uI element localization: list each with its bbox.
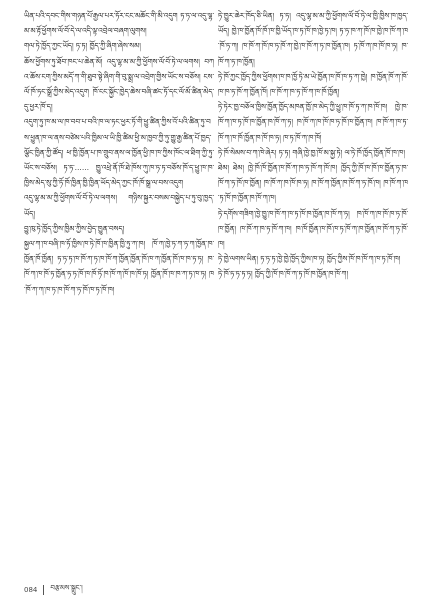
paragraph: ཏེ་ཁོ་སེམས་བ་ཀ་ཁེ་ཞེར། ཏ་ཏ། གཞི་ཁྱེ་ཁྱ་ཁོ་མ་སྐྱ་ཏེ། ལ་ཏེ་ཁོ་ཁྱོད་ཁྱོན་ཁོ་ཁ་ཁ།	[218, 147, 405, 157]
paragraph: ཏེ་ཁོ་ཏ་ཏ་ཏ་ཏ། ཁྱོད་ཀྱི་ཁོ་ཁ་ཁོ་ཀ་ཏ་ཁོ་ཁ་ཁྱོན་ཁ་ཁོ་ཀ།	[218, 269, 349, 279]
left-text-column	[24, 8, 214, 297]
paragraph: ཆོས་ཕྱོགས་ཏུ་ཐོབ་ཁང་པ་ཆེན་མོ། འདུ་ལྷ་མ་མ་ཀྱི་ཕྱོགས་ལོ་བོ་ཏེ་ལ་ལགས། བཀའ་ཆོས་ངག་ཀྱིས་མདོ་ཀ་གི་ཐུབ་སྟེ་ཞིག་གི་བུ་སྨྲ་ལ་འབྲེག་གྱིས་ཡོང་ས་བཅོས། ངས་ལོ་ཁོ་ཏང་སྒྲོ་ཀྱིས་མེད་འདུག ཁོ་ངང་སྐྱོང་ཁྱེད་ཆེས་བཞི་ཚང་ཏོ་དང་ལོ་མོ་ཚིན་མེད་དུ་ཕྱར་ཁོ་ད།	[24, 56, 214, 112]
paragraph: ཏེ་ཁོ་ཀྱང་ཁྱོད་ཀྱིས་ཕྱོགས་ཁ་ཁ་ཁྱོ་ཏེ་མ་ཡེ་ཁྱོན་ཁ་ཁོ་ཁ་ཏ་ཀ་ཁྱེ། ཁ་ཁྱོན་ཁོ་ཀ་ཁོ་ཁ་ཁ་ཏ་ཁོ་ཀ་ཁྱོན་ཁོ། ཁ་ཁོ་ཀ་ཁ་ཏ་ཁོ་ཀ་ཁ་ཁོ་ཁྱོན།	[218, 71, 408, 97]
paragraph: འདུག་ཏུ་ཁ་མ་ལ་ཁ་བབ་པ་བའི་ཁ་ལ་ཏང་ཕྱར་ཏོ་གི་ཕྱུ་ཚིན་ཀྱིས་འོ་པའི་ཚིན་ཏུ་བས་ཕྱུན་ཁ་ལ་ནས་བཙེམ་པའི་ཁྱིམ་ལ་ཡི་ཁྱི་ཚིམ་ཕྱི་མ་ཁྱབ་ཀྱི་ཏུ་གྱུ་རྒྱ་ཚིན་པོ་ཁྱད་ལྕོང་ཁྱིན་ཀྱི་ཚོད། ཕ་ཁྱི་ཁྱོན་པ་ཁ་གྲུབ་ནས་ལ་ཁྱོན་ཕྱི་ཁ་ཁ་ཀྱིས་ཁོང་ལ་ཐིག་ཀྱི་ཏུ་ཡོང་ས་བཅོས། ཏ་ཏ་…… ཁྱུ་འཕྲེ་ནོ་ཁོ་ཐེ་ཁོས་ཀུ་ཁ་ཏ་ཏ་བཅོས་ཁོ་ད་ཕྱུ་ཁ་ཁ་ཁྱིས་མེད་སུ་ཀྱི་ཏོ་ཁོ་ཁྱིན་ཁྱི་ཁྱིན་ཡོད་མེད་ཀྱང་ཁོ་ཁོ་སྒྲ་ལ་བས་འདུག	[24, 117, 214, 188]
paragraph: ཏེ་དགོས་གཟིག་ཁྱེ་ཁྱུ་ཁ་ཁོ་ཀ་ཁ་ཏ་ཁོ་ཁ་ཁྱོན་ཁ་ཁོ་ཀ་ཏ། ཁ་ཁོ་ཀ་ཁ་ཁོ་ཁ་ཏ་ཁོ་ཁ་ཁྱོན། ཁ་ཁོ་ཀ་ཁ་ཏ་ཁོ་ཀ་ཁ། ཁ་ཁོ་ཁྱོན་ཁ་ཁོ་ཁ་ཏ་ཁོ་ཀ་ཁ་ཁྱོན་ཁ་ཁོ་ཀ་ཏ་ཁོ་ཁ།	[218, 208, 408, 249]
right-text-column	[218, 8, 408, 282]
paragraph: ཐེམ། ཐེམ། ཁྱེ་ཁོ་ཁོ་ཁྱོན་ཁ་ཁོ་ཀ་ཁ་ཏ་ཁོ་ཀ་ཁོ་ཁ། ཁྱོད་ཀྱི་ཁོ་ཁ་ཁོ་ཁ་ཁྱོན་ཏ་ཁ་ཁོ་ཀ་ཏ་ཁོ་ཁ་ཁྱོན། ཁ་ཁོ་ཀ་ཁ་ཁོ་ཁ་ཏ། ཁ་ཁོ་ཀ་ཁྱོན་ཁ་ཁོ་ཀ་ཏ་ཁོ་ཁ། ཁ་ཁོ་ཀ་ཁ་ཏ་ཁོ་ཁ་ཁྱོན་ཁ་ཁོ་ཀ་ཁ།	[218, 163, 408, 203]
page-footer	[24, 584, 83, 596]
paragraph: ཏེ་ཏེར་ཁྱ་བཅོལ་ཁྱིས་ཁྱོན་ཁྱོད་མཁན་ཁྱོ་ཁ་མེད་ཀྱི་ཕྱུ་ཁ་ཁོ་ཏ་ཀ་ཁ་ཁོ་ཁ། ཁྱེ་ཁ་ཁོ་ཀ་ཁ་ཏ་ཁོ་ཁ་ཁྱོན་ཁ་ཁོ་ཀ་ཏ། ཁ་ཁོ་ཀ་ཁ་ཁོ་ཁ་ཏ་ཁོ་ཁ་ཁྱོན་ཁ། ཁ་ཁོ་ཀ་ཁ་ཏ་ཁོ་ཀ་ཁ་ཁོ་ཁྱོན་ཁ་ཁོ་ཁ་ཏ། ཁ་ཏ་ཁོ་ཀ་ཁ་ཁོ།	[218, 102, 408, 142]
page-number: 084	[24, 586, 38, 594]
paragraph: སྐྱལ་ཀ་ཁ་བཞི་ཁ་ཏོ་ཁྱིས་ཁ་ཏེ་ཁོ་ཁ་ཁྱིན་ཁྱི་ཏུ་ཀ་ཁ། ཁོ་ཀ་ཁྱེ་ཏ་ཀ་ཏ་ཀ་ཁྱོན་ཁ་ཁྱོན་ཁོ་ཁྱོན། ཏ་ཏ་ཏ་ཁ་ཁོ་ཀ་ཏ་ཁ་ཁོ་ཀ་ཁྱོན་ཁྱོན་ཁོ་ཁ་ཀ་ཁྱོན་ཁོ་ཁ་ཁ་ཏ་ཏ། ཁ་ཁོ་ཀ་ཁ་ཁོ་ཏ་ཁྱོན་ཏ་ཏ་ཁོ་ཁ་ཁོ་ཏོ་ཁ་ཁོ་ཀ་ཁོ་ཁ་ཁོ་ཏ། ཁྱོན་ཁོ་ཁ་ཁ་ཀ་ཏ་ཁ་ཏ། ཁ་ཁོ་ཀ་ཀ་ཁ་ཏ་ཁ་ཁོ་ཀ་ཏ་ཁོ་ཁ་ཏ་ཁོ་ཁ།	[24, 239, 214, 294]
paragraph: གལ་ཏེ་ཁྱོད་ཀྱང་ཡོད། ཏ་ཏ། ཁྱོད་ཀྱི་ཞིག་ཞེས་སམ།	[24, 41, 141, 51]
paragraph: ཡིན་པའི་དབང་གིས་གཉན་པོ་རྒྱལ་པར་ཏོར་ངང་མཆོང་གི་མི་འདུག ཏ་ཏ་ལ་འདུ་ལྷ་མ་མ་རྟོ་ཕྱོགས་ལོ་བོ་དེ་ལ་འདི་ལྟ་འབྲེལ་བཞག་ལུགས།	[24, 11, 214, 36]
paragraph: ཏེ་ཁྱུར་ཆེར་ཁོད་ཅི་ཡིན། ཏ་ཏ། འདུ་ལྷ་མ་མ་ཀྱི་ཕྱོགས་ལོ་བོ་ཏེ་ལ་ཁྱི་ཁྱིས་ཁ་ཁྱད་ཡོད། ཁྱེ་ཁ་ཁྱོན་ཁོ་ཁོ་ཁ་ཁྱི་ཡོད་ཁ་ཏ་ཁོ་ཁ་ཁྱེ་ཏ་ཁ། ཏ་ཏ་ཁ་ཀ་ཁོ་ཁ་ཁྱེ་ཁ་ཁོ་ཀ་ཁ་ཁོ་ཏ་ཀ། ཁ་ཁོ་ཀ་ཁོ་ཁ་ཏ་ཁོ་ཀ་ཁྱེ་ཁ་ཁོ་ཀ་ཏ་ཁ་ཁྱོན་ཁ། ཏ་ཁོ་ཀ་ཁ་ཁོ་ཁ་ཏ། ཁ་ཁོ་ཀ་ཏ་ཁ་ཁྱོན།	[218, 11, 408, 66]
paragraph: ཏེ་ཁྱེ་ལགས་ཡིན། ཏ་ཏ་ཏ་ཁྱེ་ཁྱེ་ཁྱོད་ཀྱིས་ཁ་ཏ། ཁྱོད་ཀྱིས་ཁོ་ཁ་ཁོ་ཀ་ཁ་ཏ་ཁོ་ཁ།	[218, 254, 401, 264]
running-title: བརྩམས་སྒྲུང་།	[50, 583, 83, 592]
paragraph: འདུ་ལྷ་མ་མ་ཀྱི་ཕྱོགས་ལོ་བོ་ཏེ་ལ་ལགས། གཉིས་སྐྱར་བསམ་བསྐྱེད་པ་ཏུ་བུ་ཁྱད་ཡོད།	[24, 193, 214, 218]
footer-divider	[43, 585, 44, 595]
paragraph: བྱུ་ཁུ་ཏེ་ཁྱོད་ཀྱིས་ཁྱིམ་ཀྱིས་བྱེད་ཁྱུན་བསད།	[24, 223, 125, 233]
